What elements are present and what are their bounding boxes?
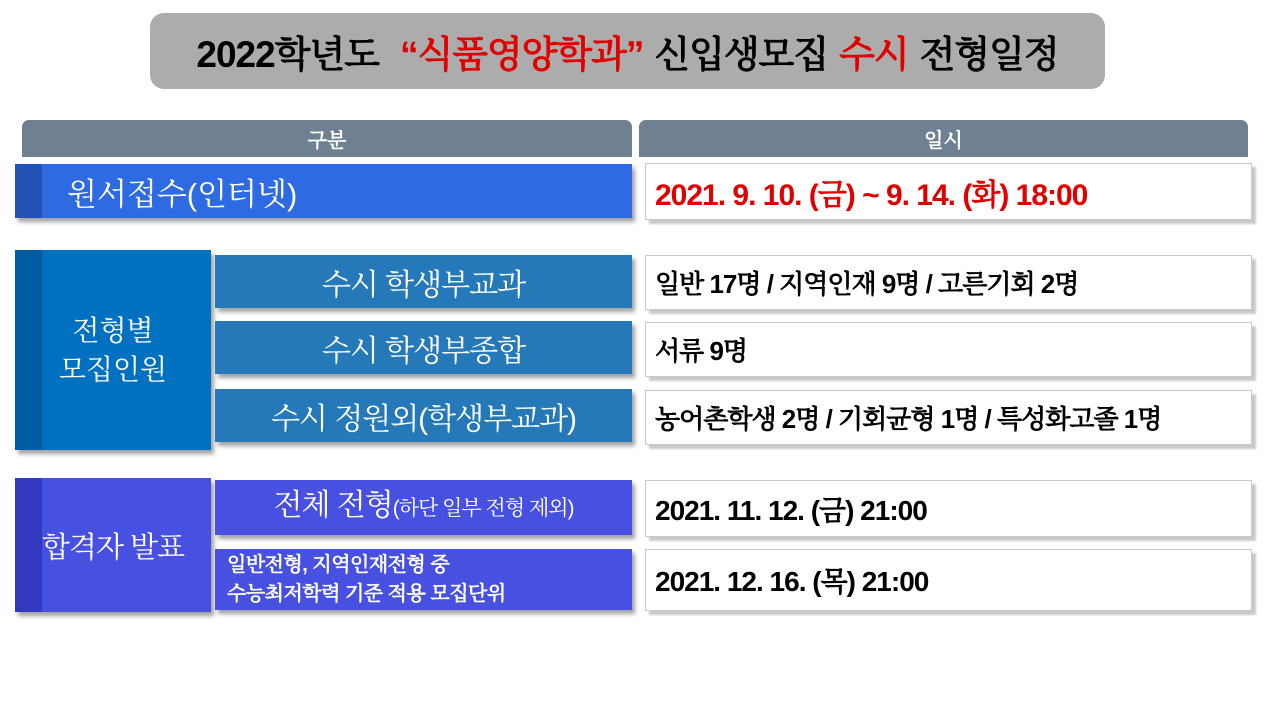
- title-susi: 수시: [839, 34, 909, 75]
- title-recruit: 신입생모집: [654, 34, 829, 75]
- announcement-label-sub: (하단 일부 전형 제외): [392, 497, 574, 520]
- announcement-row-value-minimum: [645, 549, 1252, 611]
- announcement-date-text: 2021. 12. 16. (목) 21:00: [655, 566, 929, 597]
- column-header-category: 구분: [22, 120, 632, 157]
- quota-row-value-jonghap: [645, 322, 1252, 377]
- title-department: “식품영양학과”: [399, 34, 644, 75]
- announcement-group-label: 합격자 발표: [41, 531, 185, 564]
- quota-group-label-line2: 모집인원: [58, 354, 168, 385]
- row-application-label: [15, 164, 632, 218]
- quota-group-label-line1: 전형별: [72, 314, 154, 346]
- quota-value-text: 일반 17명 / 지역인재 9명 / 고른기회 2명: [655, 269, 1079, 299]
- quota-row-value-jeongwonoe: [645, 390, 1252, 445]
- title-year: 2022학년도: [196, 34, 379, 75]
- accent-strip: [15, 478, 42, 612]
- accent-strip: [15, 164, 42, 218]
- announcement-row-label-all: [215, 480, 632, 535]
- announcement-label-main: 전체 전형: [273, 489, 393, 522]
- slide-title: [150, 13, 1105, 89]
- announcement-label-line1: 일반전형, 지역인재전형 중: [227, 553, 450, 576]
- application-date-text: 2021. 9. 10. (금) ~ 9. 14. (화) 18:00: [655, 178, 1088, 212]
- announcement-row-label-minimum: [215, 549, 632, 610]
- title-schedule: 전형일정: [919, 34, 1059, 75]
- quota-value-text: 서류 9명: [655, 336, 748, 366]
- quota-row-label-jonghap: 수시 학생부종합: [215, 321, 632, 374]
- announcement-label-line2: 수능최저학력 기준 적용 모집단위: [227, 582, 506, 605]
- quota-value-text: 농어촌학생 2명 / 기회균형 1명 / 특성화고졸 1명: [655, 404, 1162, 434]
- announcement-date-text: 2021. 11. 12. (금) 21:00: [655, 494, 927, 526]
- column-header-datetime: 일시: [639, 120, 1248, 157]
- accent-strip: [15, 250, 42, 450]
- application-label-text: 원서접수(인터넷): [67, 176, 298, 212]
- quota-row-value-gyogwa: [645, 255, 1252, 310]
- row-application-value: [645, 163, 1252, 220]
- quota-row-label-gyogwa: 수시 학생부교과: [215, 255, 632, 308]
- group-label-quota: [15, 250, 211, 450]
- quota-row-label-jeongwonoe: 수시 정원외(학생부교과): [215, 389, 632, 442]
- announcement-row-value-all: [645, 480, 1252, 537]
- group-label-announcement: [15, 478, 211, 612]
